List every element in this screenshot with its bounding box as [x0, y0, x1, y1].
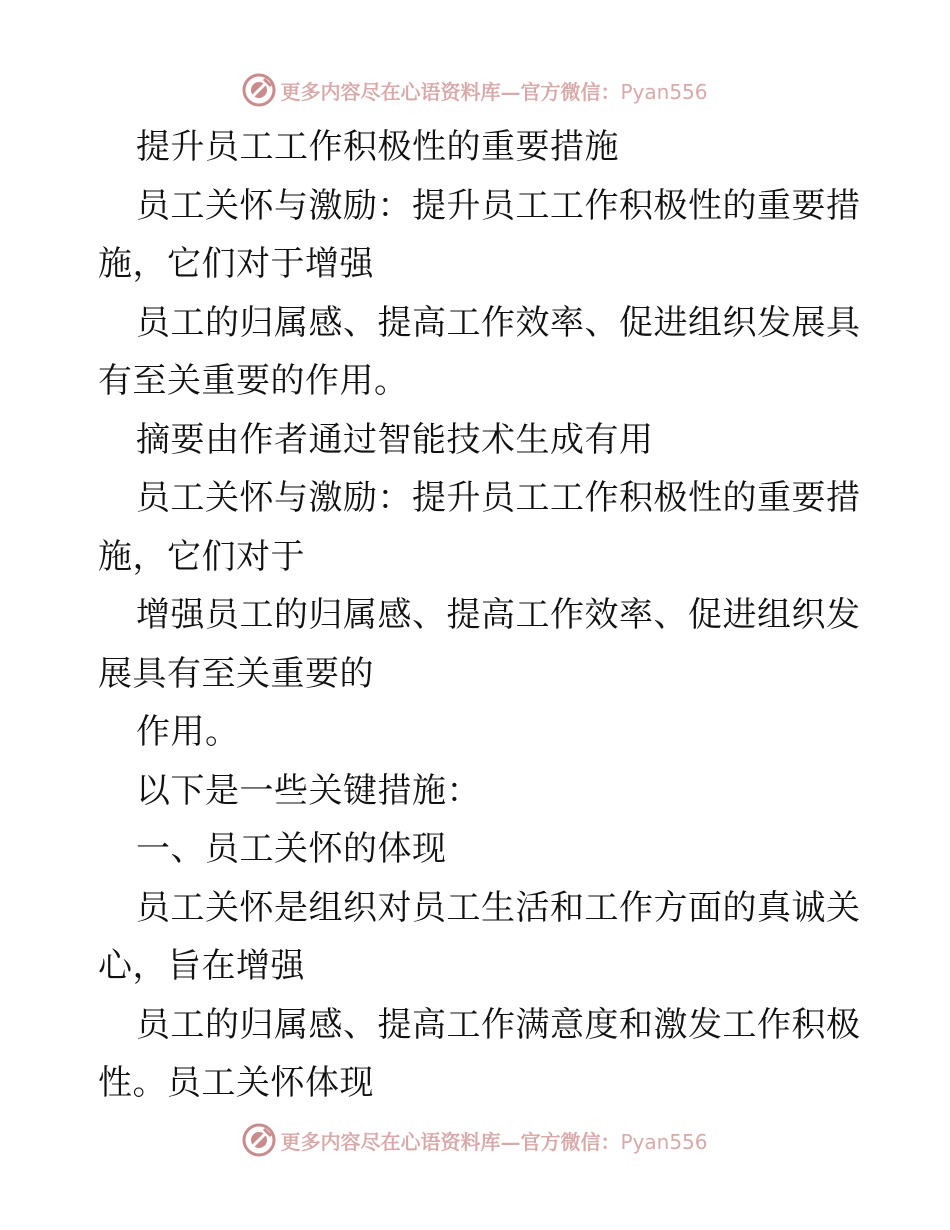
- text-line: 员工关怀是组织对员工生活和工作方面的真诚关: [136, 887, 861, 928]
- watermark-id: Pyan556: [620, 79, 708, 104]
- text-line: 性。员工关怀体现: [98, 1063, 374, 1103]
- text-line: 员工关怀与激励：提升员工工作积极性的重要措: [136, 478, 861, 518]
- text-line: 提升员工工作积极性的重要措施: [136, 127, 619, 167]
- text-line: 员工的归属感、提高工作满意度和激发工作积极: [136, 1004, 861, 1045]
- watermark-text: 更多内容尽在心语资料库—官方微信：: [280, 79, 621, 104]
- text-line: 以下是一些关键措施：: [136, 770, 481, 811]
- text-line: 一、员工关怀的体现: [136, 829, 447, 869]
- text-line: 员工的归属感、提高工作效率、促进组织发展具: [136, 302, 861, 343]
- seal-logo-icon: [242, 1123, 276, 1157]
- document-body: [98, 118, 861, 1113]
- text-line: 作用。: [136, 712, 240, 752]
- text-line: 施，它们对于增强: [98, 244, 374, 284]
- footer-watermark: [0, 1120, 950, 1160]
- text-line: 心，旨在增强: [98, 946, 305, 986]
- text-line: 员工关怀与激励：提升员工工作积极性的重要措: [136, 185, 861, 226]
- text-line: 增强员工的归属感、提高工作效率、促进组织发: [136, 595, 861, 635]
- header-watermark: [0, 70, 950, 110]
- text-line: 有至关重要的作用。: [98, 361, 409, 401]
- text-line: 施，它们对于: [98, 536, 305, 577]
- watermark-id: Pyan556: [620, 1129, 708, 1154]
- seal-logo-icon: [242, 73, 276, 107]
- text-line: 摘要由作者通过智能技术生成有用: [136, 419, 654, 460]
- watermark-text: 更多内容尽在心语资料库—官方微信：: [280, 1129, 621, 1154]
- text-line: 展具有至关重要的: [98, 653, 374, 694]
